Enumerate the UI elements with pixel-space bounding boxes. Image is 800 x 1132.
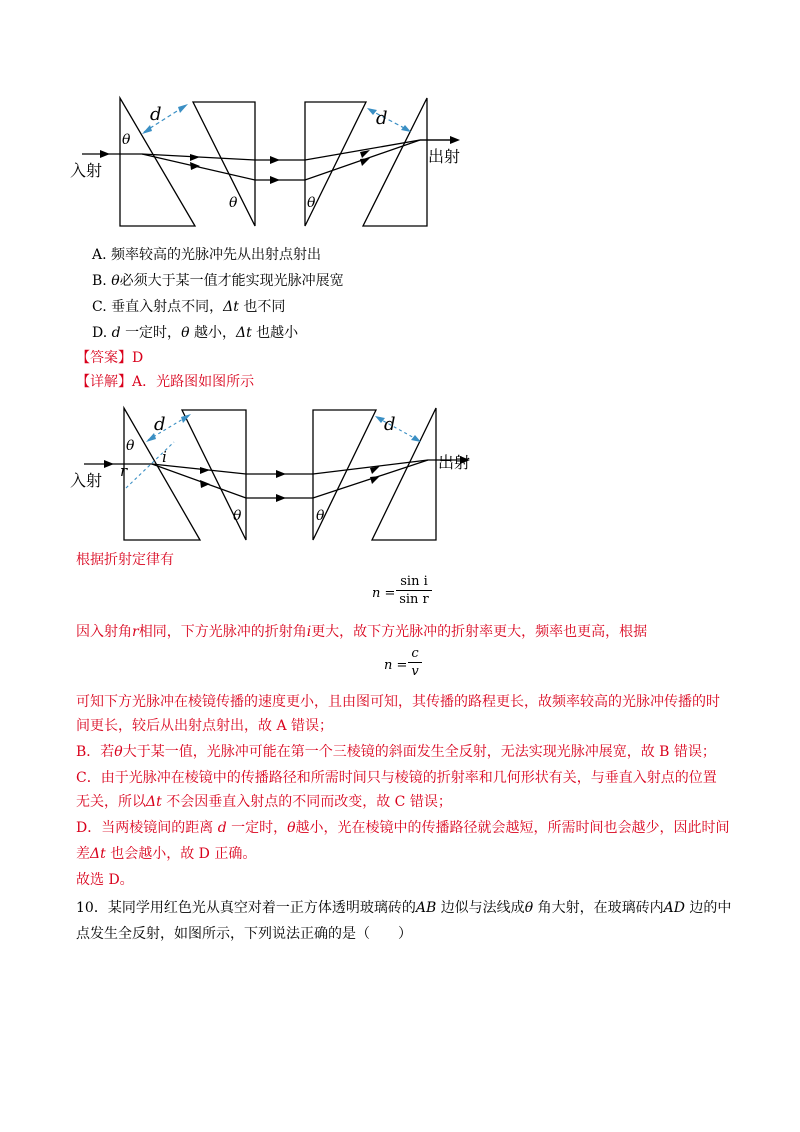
paragraph-1: 因入射角r相同，下方光脉冲的折射角i更大，故下方光脉冲的折射率更大，频率也更高，根据 (76, 624, 648, 640)
prism-2 (193, 102, 255, 226)
paragraph-4-line-2: 无关，所以Δt 不会因垂直入射点的不同而改变，故 C 错误； (76, 794, 452, 810)
label-theta-1: θ (126, 438, 135, 454)
paragraph-2-line-2: 间更长，较后从出射点射出，故 A 错误； (76, 718, 334, 734)
figure-prism-diagram-2 (70, 402, 490, 548)
label-r: r (120, 462, 128, 480)
label-theta-2: θ (233, 508, 242, 524)
paragraph-5-line-1: D．当两棱镜间的距离 d 一定时，θ越小，光在棱镜中的传播路径就会越短，所需时间也会越少，因此时间 (76, 820, 730, 836)
label-theta-2: θ (229, 195, 238, 211)
label-theta-3: θ (307, 195, 316, 211)
prism-4 (372, 408, 436, 540)
detail-line: 【详解】A．光路图如图所示 (76, 374, 255, 390)
paragraph-4-line-1: C．由于光脉冲在棱镜中的传播路径和所需时间只与棱镜的折射率和几何形状有关，与垂直入射点的位置 (76, 770, 717, 786)
label-d-left: d (154, 414, 166, 435)
label-exit: 出射 (428, 147, 461, 166)
label-incident: 入射 (70, 471, 103, 490)
option-d: D. d 一定时，θ 越小，Δt 也越小 (92, 325, 299, 341)
label-theta-1: θ (122, 132, 131, 148)
label-d-right: d (376, 108, 388, 129)
paragraph-3: B．若θ大于某一值，光脉冲可能在第一个三棱镜的斜面发生全反射，无法实现光脉冲展宽，故 B 错误； (76, 744, 716, 760)
label-d-left: d (150, 104, 162, 125)
answer-line: 【答案】D (76, 350, 144, 366)
question-10-line-2: 点发生全反射，如图所示，下列说法正确的是（ ） (76, 926, 412, 942)
option-a: A. 频率较高的光脉冲先从出射点射出 (92, 247, 322, 263)
label-d-right: d (384, 414, 396, 435)
paragraph-2-line-1: 可知下方光脉冲在棱镜传播的速度更小，且由图可知，其传播的路程更长，故频率较高的光脉冲传播的时 (76, 694, 720, 710)
option-b: B. θ必须大于某一值才能实现光脉冲展宽 (92, 273, 344, 289)
paragraph-5-line-2: 差Δt 也会越小，故 D 正确。 (76, 846, 257, 862)
option-c: C. 垂直入射点不同，Δt 也不同 (92, 299, 286, 315)
figure-prism-diagram-1 (70, 92, 470, 232)
conclusion-line: 故选 D。 (76, 872, 134, 888)
law-line: 根据折射定律有 (76, 552, 174, 568)
label-exit: 出射 (438, 453, 471, 472)
question-10-line-1: 10．某同学用红色光从真空对着一正方体透明玻璃砖的AB 边似与法线成θ 角大射，在玻璃砖内AD 边的中 (76, 900, 732, 916)
prism-4 (363, 98, 427, 226)
label-incident: 入射 (70, 161, 103, 180)
label-theta-3: θ (316, 508, 325, 524)
label-i: i (162, 448, 167, 466)
